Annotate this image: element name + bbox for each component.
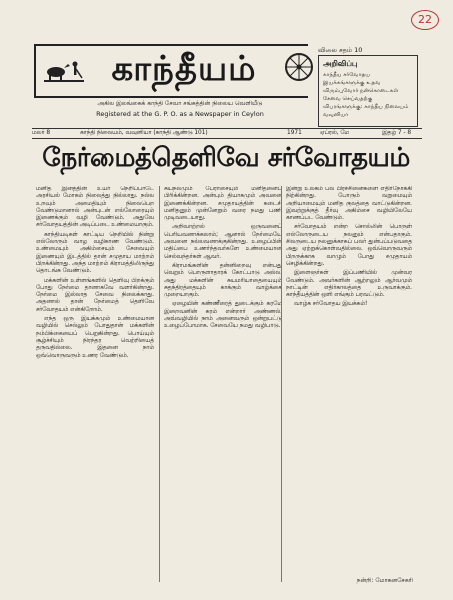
masthead-rule	[34, 96, 306, 97]
issue-months: ஏப்ரல், மே	[320, 130, 350, 136]
price-label: விலை சதம் 10	[318, 46, 363, 54]
issue-number: இதழ் 7 - 8	[382, 130, 412, 136]
registration-line: Registered at the G. P. O. as a Newspaper in Ceylon	[96, 110, 264, 118]
newspaper-title: காந்தீயம்	[111, 49, 257, 89]
article-column-1	[36, 186, 154, 586]
article-signature: நன்றி: மோகனசேகரி	[356, 577, 413, 584]
column-paragraph: சர்வோதயம் என்ற சொல்லின் பொருள் எல்லோருடைய நலனும் என்பதாகும். சிலருடைய நலனுக்காகப் பலர் துன்பப்படுவதை அது ஏற்றுக்கொள்வதில்லை. ஒவ்வொருவரும் பிறருக்காக வாழும் போது சமுதாயம் செழிக்கின்றது.	[286, 224, 412, 267]
article-column-3	[286, 186, 412, 586]
column-divider	[159, 186, 160, 582]
column-paragraph: இன்று உலகம் பல பிரச்சினைகளை எதிர்நோக்கி நிற்கின்றது. போரும் வறுமையும் அறியாமையும் மனித குலத்தை வாட்டுகின்றன. இவற்றுக்குத் தீர்வு அகிம்சை வழியிலேயே காணப்பட வேண்டும்.	[286, 186, 412, 222]
column-paragraph: காந்தியடிகள் காட்டிய நெறியில் நின்று எல்லோரும் வாழ வழிகாண வேண்டும். உண்மையும் அகிம்சையும் சேவையும் இணையும் இடத்தில் தான் சமுதாய மாற்றம் பிறக்கின்றது. அந்த மாற்றம் கிராமத்திலிருந்து தொடங்க வேண்டும்.	[36, 231, 154, 275]
notice-box	[318, 55, 418, 127]
column-paragraph: கிராமங்களின் தன்னிறைவு என்பது வெறும் பொருளாதாரக் கோட்பாடு அல்ல. அது மக்களின் சுயமரியாதையையும் சுதந்திரத்தையும் காக்கும் வாழ்க்கை முறையாகும்.	[164, 262, 282, 299]
issue-info-bar	[32, 128, 422, 139]
plough-emblem-icon	[44, 54, 84, 86]
notice-heading: அறிவிப்பு	[323, 59, 358, 68]
article-column-2	[164, 186, 282, 586]
article-headline: நேர்மைத்தெளிவே சர்வோதயம்	[42, 143, 410, 173]
notice-body: காந்தீய சர்வோதய இயக்கங்களுக்கு உதவ விரும்புவோர் நன்கொடைகள் சேவை செய்வதற்கு விபரங்களுக்கு: காந்தீய நிலையம் வவுனியா	[323, 72, 409, 118]
column-paragraph: மக்களின் உள்ளங்களில் தெளிவு பிறக்கும் போது நேர்மை தானாகவே வளர்கின்றது. நேர்மை இல்லாத சேவை நிலைக்காது. அதனால் தான் நேர்மைத் தெளிவே சர்வோதயம் என்கிறோம்.	[36, 277, 154, 313]
column-paragraph: சுயநலமும் பேராசையும் மனிதனைப் பிரிக்கின்றன. அன்பும் தியாகமும் அவனை இணைக்கின்றன. சமுதாயத்தின் கடைசி மனிதனும் முன்னேறும் வரை நமது பணி முடிவடையாது.	[164, 186, 282, 222]
column-paragraph: மனித இனத்தின் உயர் நெறிப்பாடே அரசியல் மோகம் நிலைத்து நில்லாது. நல்ல உறவும் அமைதியும் நிலைபெற வேண்டுமானால் அன்புடன் எல்லோரையும் இணைக்கும் வழி வேண்டும். அதுவே சர்வோதயத்தின் அடிப்படை உண்மையாகும்.	[36, 186, 154, 229]
column-paragraph: அறிவாற்றல் ஒருவனைப் பெரியவனாக்கலாம்; ஆனால் நேர்மையே அவனை நல்லவனாக்குகின்றது. உழைப்பின் மதிப்பை உணர்ந்தவர்களே உண்மையான செல்வந்தர்கள் ஆவர்.	[164, 224, 282, 260]
publisher-tagline: அகில இலங்கைக் காந்தி சேவா சங்கத்தின் நிலைய வெளியீடு	[97, 100, 263, 107]
volume-number: மலர் 8	[32, 130, 51, 136]
column-paragraph: வாழ்க சர்வோதய இயக்கம்!	[294, 301, 368, 308]
spinning-wheel-icon	[282, 50, 316, 84]
column-paragraph: ஏழையின் கண்ணீரைத் துடைக்கும் கரமே இறைவனின் கரம் என்றார் அண்ணல். அவ்வழியில் நாம் அனைவரும் ஒன்றுபட்டு உழைப்போமாக. சேவையே நமது வழிபாடு.	[164, 301, 282, 330]
column-paragraph: எந்த ஒரு இயக்கமும் உண்மையான வழியில் செல்லும் போதுதான் மக்களின் நம்பிக்கையைப் பெறுகின்றது. பொய்யும் சூழ்ச்சியும் நிரந்தர வெற்றியைத் தருவதில்லை. இதனை நாம் ஒவ்வொருவரும் உணர வேண்டும்.	[36, 316, 154, 359]
issue-year: 1971	[287, 130, 302, 136]
column-paragraph: இளைஞர்கள் இப்பணியில் முன்வர வேண்டும். அவர்களின் ஆற்றலும் ஆர்வமும் நாட்டின் எதிர்காலத்தை உருவாக்கும். காந்தீயத்தின் ஒளி எங்கும் பரவட்டும்.	[286, 270, 412, 299]
page-number-annotation: 22	[411, 10, 439, 30]
publication-place: காந்தி நிலையம், வவுனியா (காந்தி ஆண்டு 101)	[80, 130, 208, 136]
column-divider	[281, 186, 282, 582]
